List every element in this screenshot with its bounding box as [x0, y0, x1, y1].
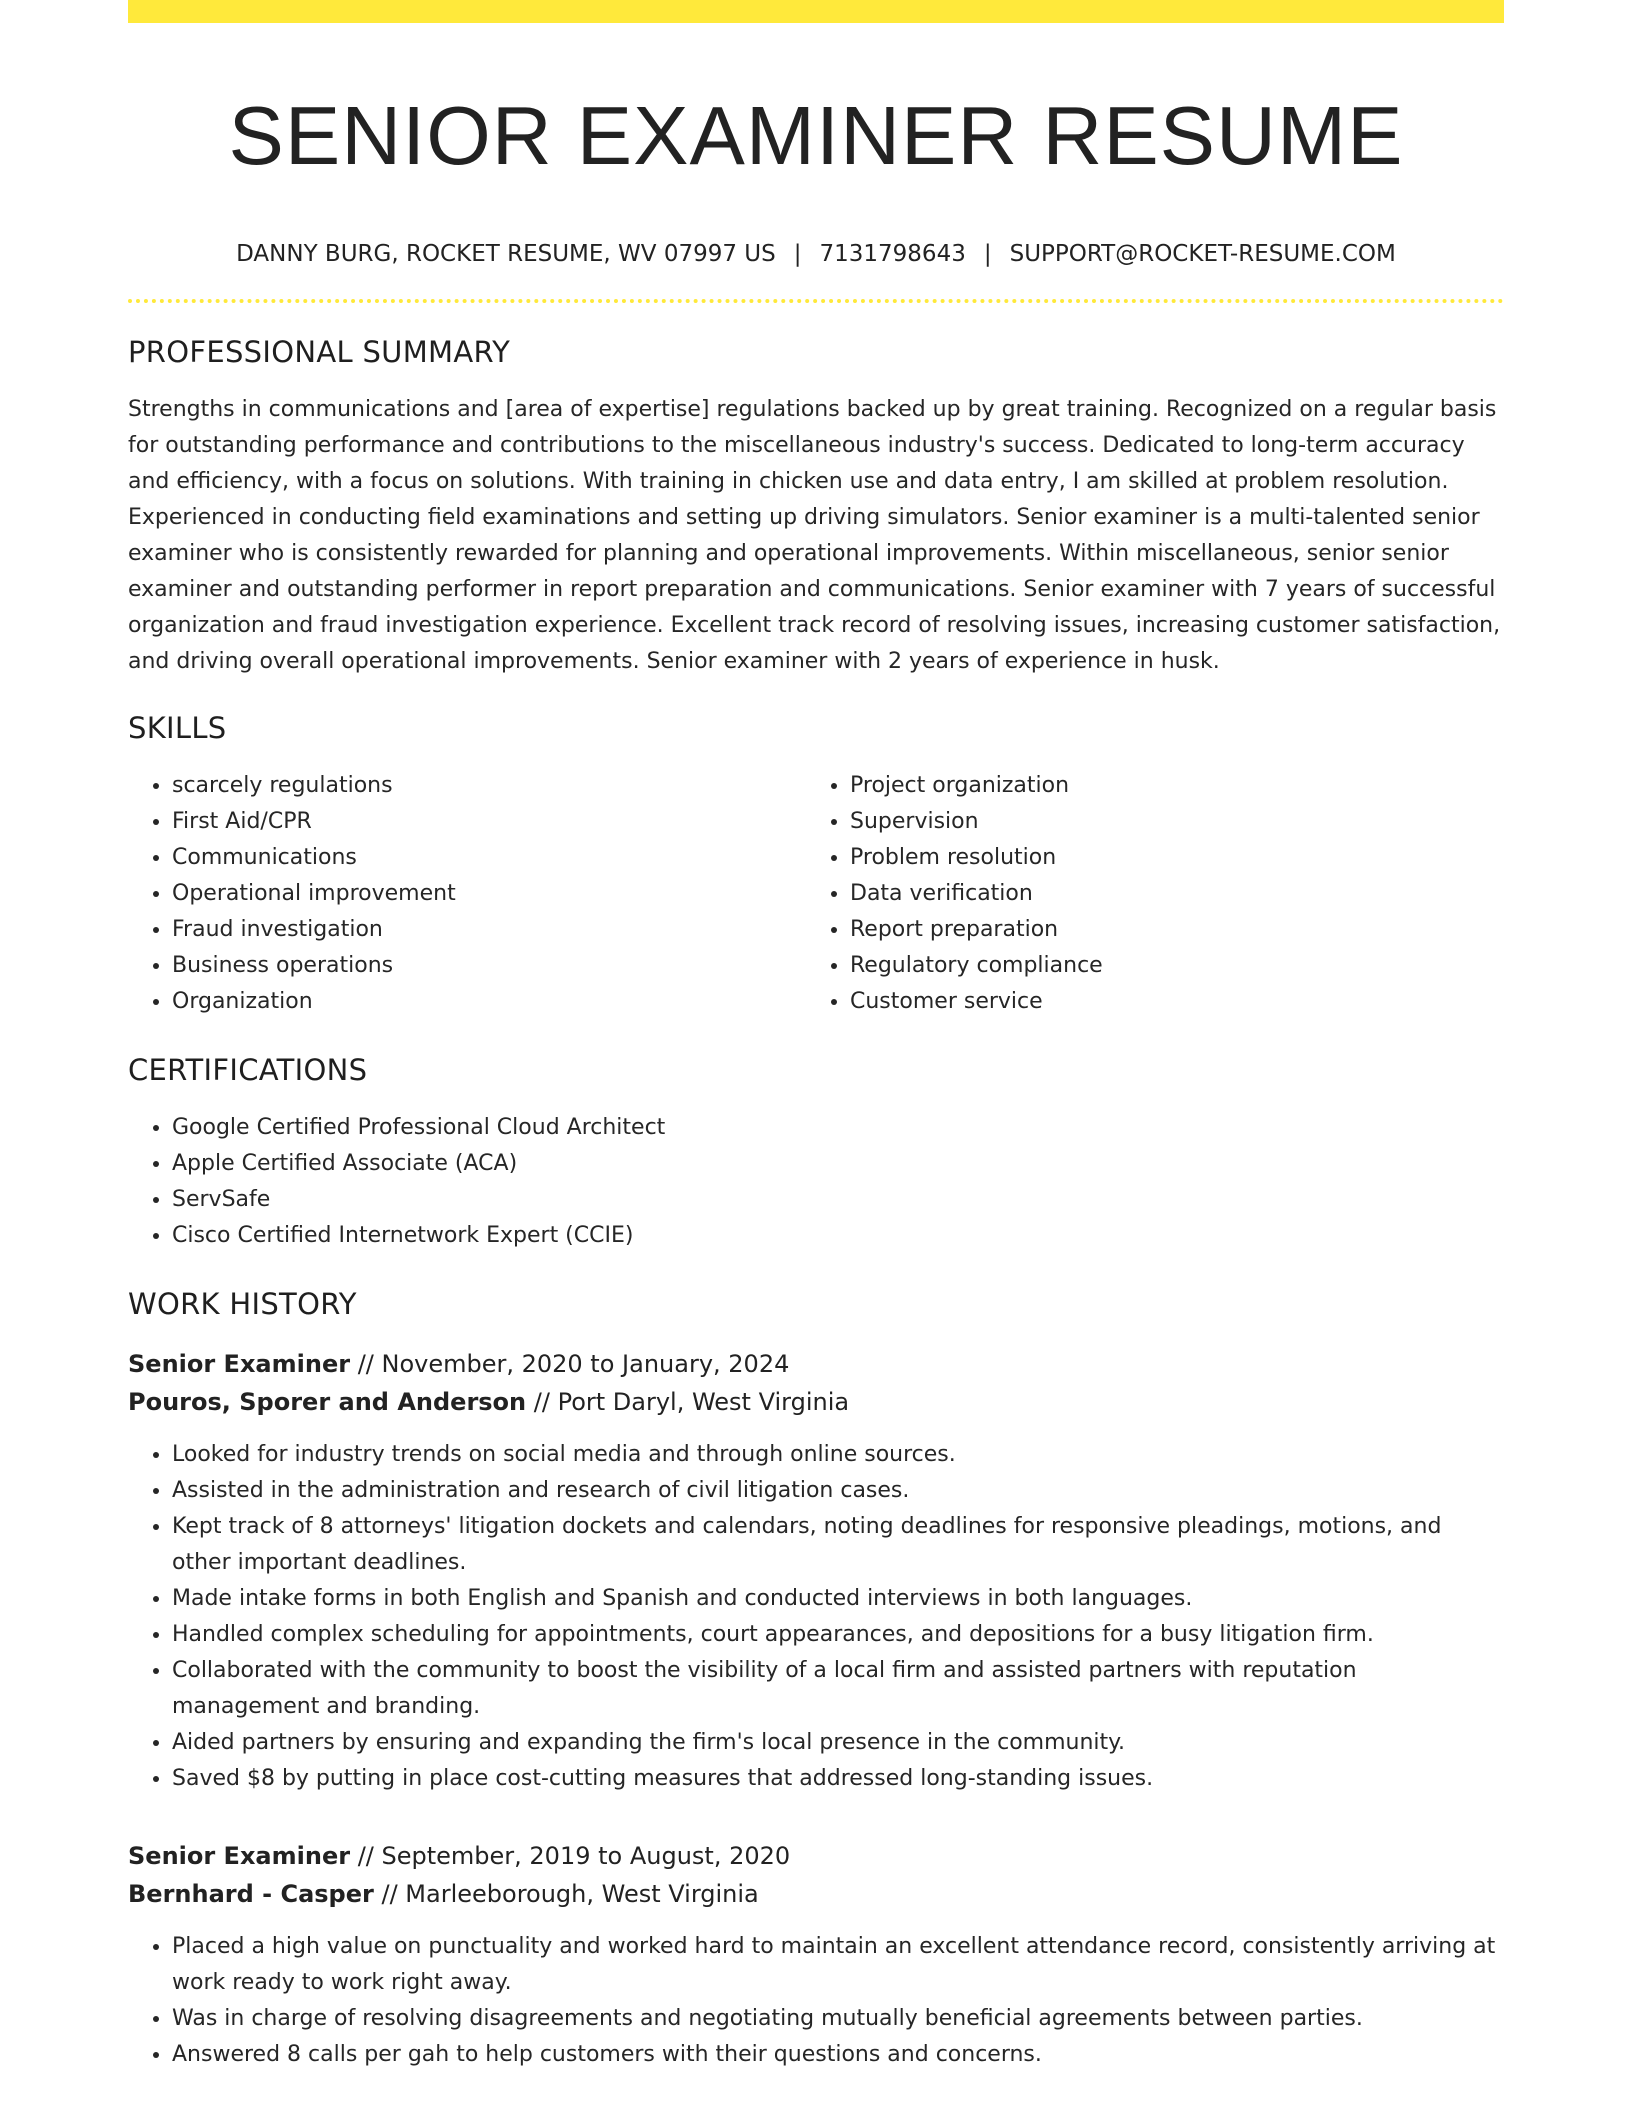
- certification-item: • Cisco Certified Internetwork Expert (CCIE): [172, 1218, 1504, 1254]
- job-bullet: • Handled complex scheduling for appointments, court appearances, and depositions for a busy litigation firm.: [172, 1617, 1504, 1653]
- dotted-divider: [128, 299, 1504, 303]
- job-location: // Port Daryl, West Virginia: [526, 1388, 850, 1416]
- contact-line: [128, 237, 1504, 271]
- certifications-heading: CERTIFICATIONS: [128, 1053, 368, 1087]
- certification-item: • Apple Certified Associate (ACA): [172, 1146, 1504, 1182]
- job-title-line: [128, 1345, 1504, 1383]
- job-bullet: • Was in charge of resolving disagreements and negotiating mutually beneficial agreements between parties.: [172, 2001, 1504, 2037]
- resume-title: SENIOR EXAMINER RESUME: [228, 89, 1404, 182]
- job-bullet: • Assisted in the administration and research of civil litigation cases.: [172, 1473, 1504, 1509]
- job-bullet: • Made intake forms in both English and Spanish and conducted interviews in both languages.: [172, 1581, 1504, 1617]
- contact-separator: |: [983, 241, 992, 267]
- job-company-line: [128, 1383, 1504, 1421]
- skill-item: • Business operations: [172, 948, 806, 984]
- job-entry: [128, 1837, 1504, 2073]
- certifications-list: [128, 1110, 1504, 1254]
- job-bullet-list: [128, 1929, 1504, 2073]
- job-title-line: [128, 1837, 1504, 1875]
- skill-item: • Regulatory compliance: [850, 948, 1484, 984]
- job-company: Pouros, Sporer and Anderson: [128, 1388, 527, 1416]
- skill-item: • Organization: [172, 984, 806, 1020]
- skill-item: • Communications: [172, 840, 806, 876]
- skill-item: • Report preparation: [850, 912, 1484, 948]
- job-bullet-list: [128, 1437, 1504, 1797]
- summary-text: Strengths in communications and [area of expertise] regulations backed up by great training. Recognized on a regular basis for outstanding performance and contributions to the miscellaneous industry's success. Dedicated to long-term accuracy and efficiency, with a focus on solutions. With training in chicken use and data entry, I am skilled at problem resolution. Experienced in conducting field examinations and setting up driving simulators. Senior examiner is a multi-talented senior examiner who is consistently rewarded for planning and operational improvements. Within miscellaneous, senior senior examiner and outstanding performer in report preparation and communications. Senior examiner with 7 years of successful organization and fraud investigation experience. Excellent track record of resolving issues, increasing customer satisfaction, and driving overall operational improvements. Senior examiner with 2 years of experience in husk.: [128, 397, 1501, 674]
- job-dates: // November, 2020 to January, 2024: [350, 1350, 790, 1378]
- job-company-line: [128, 1875, 1504, 1913]
- job-title: Senior Examiner: [128, 1350, 351, 1378]
- skill-item: • Problem resolution: [850, 840, 1484, 876]
- job-bullet: • Answered 8 calls per gah to help customers with their questions and concerns.: [172, 2037, 1504, 2073]
- skill-item: • Operational improvement: [172, 876, 806, 912]
- skills-list-right: [806, 768, 1484, 1020]
- job-dates: // September, 2019 to August, 2020: [350, 1842, 791, 1870]
- job-title: Senior Examiner: [128, 1842, 351, 1870]
- job-bullet: • Placed a high value on punctuality and worked hard to maintain an excellent attendance record, consistently arriving at work ready to work right away.: [172, 1929, 1504, 2001]
- contact-separator: |: [793, 241, 802, 267]
- job-location: // Marleeborough, West Virginia: [373, 1880, 759, 1908]
- job-bullet: • Aided partners by ensuring and expanding the firm's local presence in the community.: [172, 1725, 1504, 1761]
- skill-item: • scarcely regulations: [172, 768, 806, 804]
- work-history-section: [128, 1284, 1504, 2073]
- job-bullet: • Kept track of 8 attorneys' litigation dockets and calendars, noting deadlines for responsive pleadings, motions, and other important deadlines.: [172, 1509, 1504, 1581]
- summary-heading: PROFESSIONAL SUMMARY: [128, 335, 511, 369]
- resume-page: [128, 0, 1504, 2073]
- job-bullet: • Looked for industry trends on social media and through online sources.: [172, 1437, 1504, 1473]
- skills-columns: [128, 768, 1504, 1020]
- certifications-section: [128, 1050, 1504, 1254]
- contact-email[interactable]: SUPPORT@ROCKET-RESUME.COM: [1009, 241, 1396, 267]
- summary-section: [128, 332, 1504, 680]
- skill-item: • First Aid/CPR: [172, 804, 806, 840]
- skill-item: • Supervision: [850, 804, 1484, 840]
- work-history-heading: WORK HISTORY: [128, 1287, 357, 1321]
- skill-item: • Customer service: [850, 984, 1484, 1020]
- skill-item: • Data verification: [850, 876, 1484, 912]
- skill-item: • Project organization: [850, 768, 1484, 804]
- skills-list-left: [128, 768, 806, 1020]
- skills-heading: SKILLS: [128, 711, 227, 745]
- job-bullet: • Collaborated with the community to boost the visibility of a local firm and assisted partners with reputation management and branding.: [172, 1653, 1504, 1725]
- job-entry: [128, 1345, 1504, 1797]
- certification-item: • Google Certified Professional Cloud Architect: [172, 1110, 1504, 1146]
- skills-section: [128, 708, 1504, 1020]
- contact-address: DANNY BURG, ROCKET RESUME, WV 07997 US: [236, 241, 776, 267]
- job-company: Bernhard - Casper: [128, 1880, 374, 1908]
- job-bullet: • Saved $8 by putting in place cost-cutting measures that addressed long-standing issues.: [172, 1761, 1504, 1797]
- accent-top-bar: [128, 0, 1504, 23]
- contact-phone[interactable]: 7131798643: [819, 241, 966, 267]
- certification-item: • ServSafe: [172, 1182, 1504, 1218]
- skill-item: • Fraud investigation: [172, 912, 806, 948]
